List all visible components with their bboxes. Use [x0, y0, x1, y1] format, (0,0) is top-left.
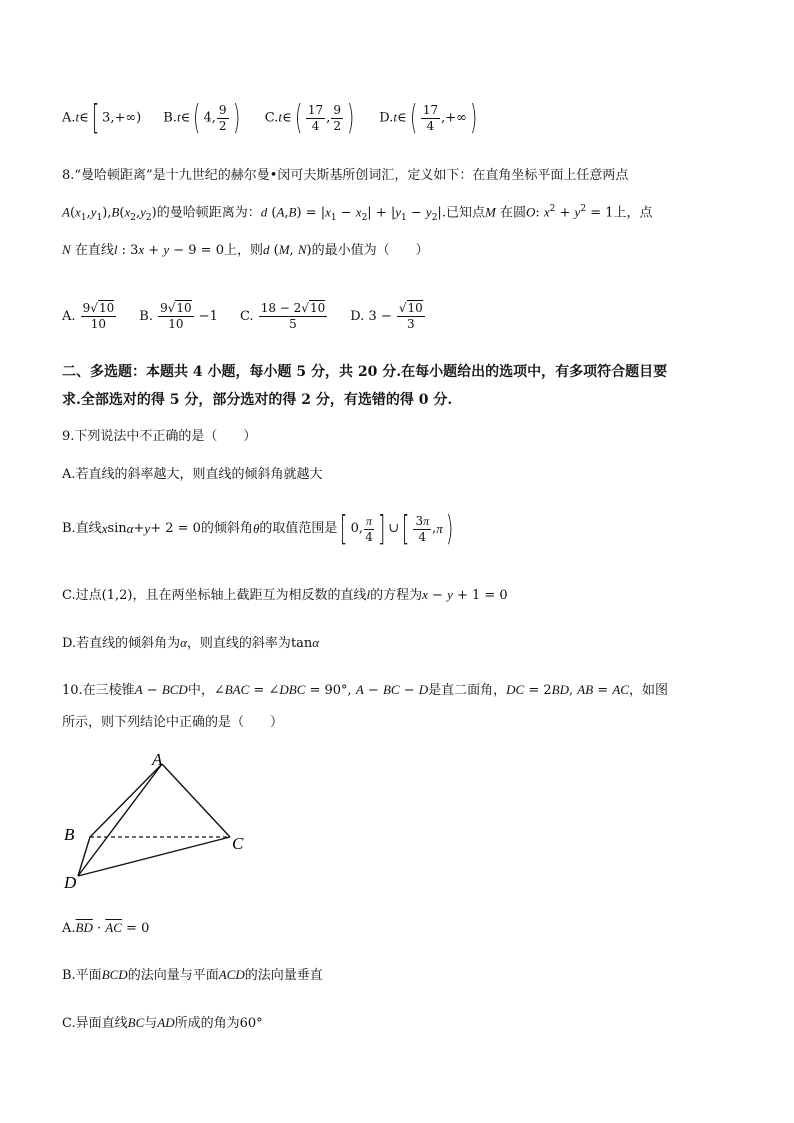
q8-text-d: 上，点	[613, 205, 653, 221]
section-2-header	[62, 358, 732, 414]
q7-options	[62, 96, 502, 140]
q8-option-b: B. $\frac{9√10}{10}$ −1	[139, 300, 218, 331]
q8-stem-line3: N 在直线l : 3x + y − 9 = 0上，则d (M, N)的最小值为（ ）	[62, 242, 429, 258]
q10-option-b: B.平面BCD的法向量与平面ACD的法向量垂直	[62, 967, 323, 983]
q9-stem: 9.下列说法中不正确的是（ ）	[62, 429, 257, 444]
tetrahedron-figure	[62, 748, 252, 893]
q8-text-b: .已知点	[441, 205, 485, 221]
q9-c-mid: ，且在两坐标轴上截距互为相反数的直线	[132, 588, 367, 603]
q9-c-pre: C.过点	[62, 588, 102, 603]
vertex-d-label: D	[64, 873, 77, 892]
q7-option-d: D.t∈( $\frac{17}{4}$ ,+∞)	[379, 98, 478, 138]
q8-stem-line1: 8.“曼哈顿距离”是十九世纪的赫尔曼•闵可夫斯基所创词汇，定义如下：在直角坐标平面上任意两点	[62, 168, 629, 183]
q7-option-a: A.t∈[ 3,+∞)	[62, 98, 142, 138]
q8-text-a: 的曼哈顿距离为：	[156, 205, 261, 221]
section-2-line2: 求.全部选对的得 5 分，部分选对的得 2 分，有选错的得 0 分.	[62, 392, 453, 408]
q10-c-end: 所成的角为	[174, 1016, 240, 1031]
q7-option-b: B.t∈( 4, $\frac{9}{2}$ )	[163, 98, 240, 138]
q9-option-c: C.过点(1,2)，且在两坐标轴上截距互为相反数的直线l的方程为x − y + 1 = 0	[62, 587, 508, 603]
q8-text-f: 上，则	[223, 243, 263, 258]
q8-option-c: C. $\frac{18 - 2√10}{5}$	[239, 300, 326, 331]
q8-text-g: 的最小值为（ ）	[311, 243, 429, 258]
q8-options	[62, 296, 448, 336]
q8-text-e: 在直线	[74, 243, 114, 258]
q9-option-d: D.若直线的倾斜角为α，则直线的斜率为tanα	[62, 635, 320, 651]
vertex-c-label: C	[232, 834, 244, 853]
q9-option-b: B.直线 x sin α + y + 2 = 0 的倾斜角 θ 的取值范围是 [ 0, $\frac{\pi}{4}$ ] ∪ [ $\frac{3\pi}{4}$ , π )	[62, 509, 454, 549]
q10-end: ，如图	[628, 683, 668, 698]
q10-option-a: $A.\overline{BD} \cdot \overline{AC} = 0$	[62, 920, 150, 936]
q10-b-mid: 的法向量与平面	[127, 968, 219, 983]
q10-stem-line1: 10.在三棱锥A − BCD中，∠BAC = ∠DBC = 90°, A − BC − D是直二面角，DC = 2BD, AB = AC，如图	[62, 682, 668, 698]
q10-option-c: C.异面直线BC与AD所成的角为60°	[62, 1015, 263, 1031]
q8-stem-line2: $A(x_1,y_1),B(x_2,y_2)$的曼哈顿距离为：d $(A,B) = |x_1 - x_2| + |y_1 - y_2|$.已知点M 在圆O: $x^2 + y^2 = 1$上，点	[62, 204, 653, 223]
q10-mid2: 是直二面角，	[428, 683, 507, 698]
q10-mid: 中，	[187, 683, 214, 698]
vertex-a-label: A	[152, 750, 163, 769]
q8-option-a: A. $\frac{9√10}{10}$	[62, 300, 115, 331]
q10-b-pre: B.平面	[62, 968, 102, 983]
q10-pre: 10.在三棱锥	[62, 683, 135, 698]
q8-text-c: 在圆	[499, 205, 526, 221]
q9-d-pre: D.若直线的倾斜角为	[62, 636, 181, 651]
q7-option-c: C.t∈( $\frac{17}{4}$ , $\frac{9}{2}$ )	[264, 98, 355, 138]
q10-c-pre: C.异面直线	[62, 1016, 128, 1031]
q8-option-d: D. 3 − $\frac{√10}{3}$	[350, 300, 423, 331]
q10-b-end: 的法向量垂直	[244, 968, 323, 983]
q10-c-mid: 与	[144, 1016, 158, 1031]
q10-stem-line2: 所示，则下列结论中正确的是（ ）	[62, 715, 284, 730]
q9-d-mid: ，则直线的斜率为	[186, 636, 291, 651]
q9-b-pre: B.直线	[62, 521, 102, 536]
q9-c-mid2: 的方程为	[370, 588, 423, 603]
q10-a-pre: A.	[62, 921, 76, 936]
q9-option-a: A.若直线的斜率越大，则直线的倾斜角就越大	[62, 467, 323, 482]
vertex-b-label: B	[64, 825, 75, 844]
q9-b-mid2: 的取值范围是	[259, 521, 338, 536]
q9-b-mid: 的倾斜角	[200, 521, 253, 536]
section-2-line1: 二、多选题：本题共 4 小题，每小题 5 分，共 20 分.在每小题给出的选项中，有多项符合题目要	[62, 364, 668, 380]
